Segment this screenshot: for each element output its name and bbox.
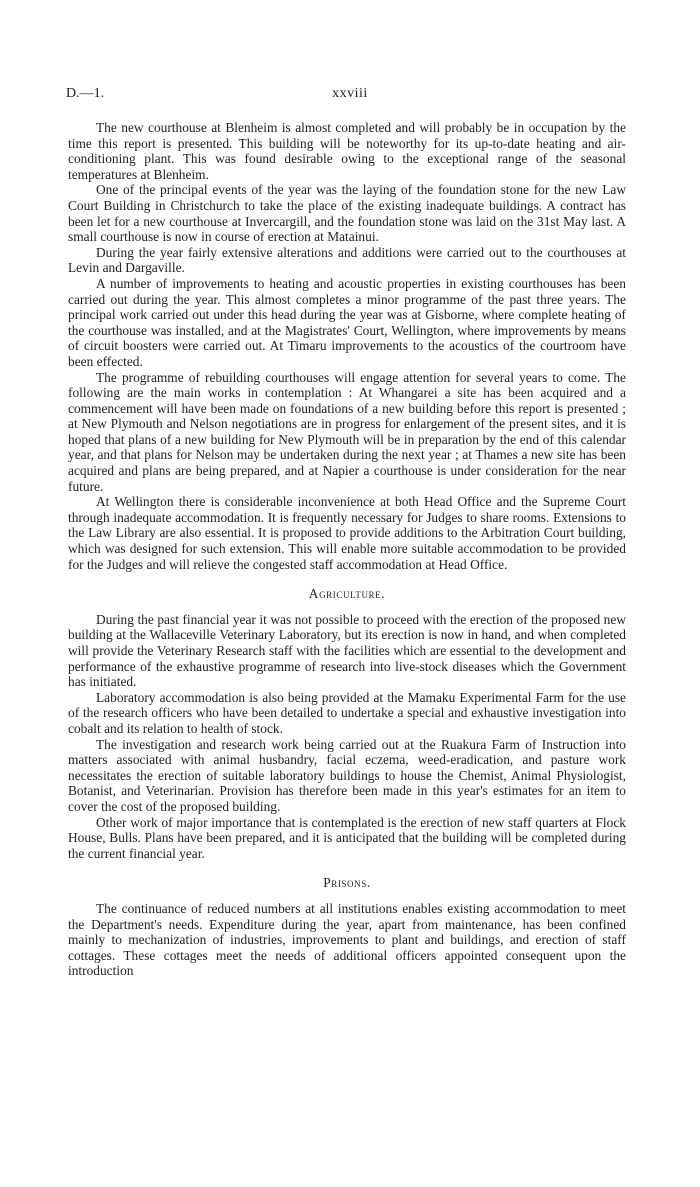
agriculture-section	[68, 586, 626, 861]
paragraph: The new courthouse at Blenheim is almost completed and will probably be in occupation by the time this report is presented. This building will be noteworthy for its up-to-date heating and air-conditioning plant. This was found desirable owing to the exceptional range of the seasonal temperatures at Blenheim.	[68, 120, 626, 182]
paragraph: During the year fairly extensive alterations and additions were carried out to the courthouses at Levin and Dargaville.	[68, 244, 626, 276]
document-reference: D.—1.	[66, 86, 105, 101]
prisons-section	[68, 875, 626, 979]
paragraph: Laboratory accommodation is also being provided at the Mamaku Experimental Farm for the use of the research officers who have been detailed to undertake a special and exhaustive investigation into cobalt and its relation to health of stock.	[68, 689, 626, 736]
page-body	[68, 120, 626, 979]
page-number: xxviii	[332, 86, 368, 101]
page-header	[66, 86, 634, 106]
paragraph: One of the principal events of the year was the laying of the foundation stone for the new Law Court Building in Christchurch to take the place of the existing inadequate buildings. A contract has been let for a new courthouse at Invercargill, and the foundation stone was laid on the 31st May last. A small courthouse is now in course of erection at Matainui.	[68, 182, 626, 245]
paragraph: At Wellington there is considerable inconvenience at both Head Office and the Supreme Court through inadequate accommodation. It is frequently necessary for Judges to share rooms. Extensions to the Law Library are also essential. It is proposed to provide additions to the Arbitration Court building, which was designed for such extension. This will enable more suitable accommodation to be provided for the Judges and will relieve the congested staff accommodation at Head Office.	[68, 494, 626, 572]
paragraph: During the past financial year it was not possible to proceed with the erection of the proposed new building at the Wallaceville Veterinary Laboratory, but its erection is now in hand, and when completed will provide the Veterinary Research staff with the facilities which are essential to the development and performance of the exhaustive programme of research into live-stock diseases which the Government has initiated.	[68, 611, 626, 690]
paragraph: The programme of rebuilding courthouses will engage attention for several years to come. The following are the main works in contemplation : At Whangarei a site has been acquired and a commencement will have been made on foundations of a new building before this report is presented ; at New Plymouth and Nelson negotiations are in progress for enlargement of the present sites, and it is hoped that plans of a new building for New Plymouth will be in preparation by the end of this calendar year, and that plans for Nelson may be undertaken during the next year ; at Thames a new site has been acquired and plans are being prepared, and at Napier a courthouse is under consideration for the near future.	[68, 369, 626, 494]
paragraph: A number of improvements to heating and acoustic properties in existing courthouses has been carried out during the year. This almost completes a minor programme of the past three years. The principal work carried out under this head during the year was at Gisborne, where complete heating of the courthouse was installed, and at the Magistrates' Court, Wellington, where improvements by means of circuit boosters were carried out. At Timaru improvements to the acoustics of the courtroom have been effected.	[68, 275, 626, 369]
section-heading-prisons: Prisons.	[323, 875, 371, 891]
paragraph: The investigation and research work being carried out at the Ruakura Farm of Instruction into matters associated with animal husbandry, facial eczema, weed-eradication, and pasture work necessitates the erection of suitable laboratory buildings to house the Chemist, Animal Physiologist, Botanist, and Veterinarian. Provision has therefore been made in this year's estimates for an item to cover the cost of the proposed building.	[68, 736, 626, 814]
courthouses-section	[68, 120, 626, 572]
paragraph: Other work of major importance that is contemplated is the erection of new staff quarters at Flock House, Bulls. Plans have been prepared, and it is anticipated that the building will be completed during the current financial year.	[68, 814, 626, 861]
paragraph: The continuance of reduced numbers at all institutions enables existing accommodation to meet the Department's needs. Expenditure during the year, apart from maintenance, has been confined mainly to mechanization of industries, improvements to plant and buildings, and erection of staff cottages. These cottages meet the needs of additional officers appointed consequent upon the introduction	[68, 900, 626, 979]
section-heading-agriculture: Agriculture.	[308, 586, 386, 602]
